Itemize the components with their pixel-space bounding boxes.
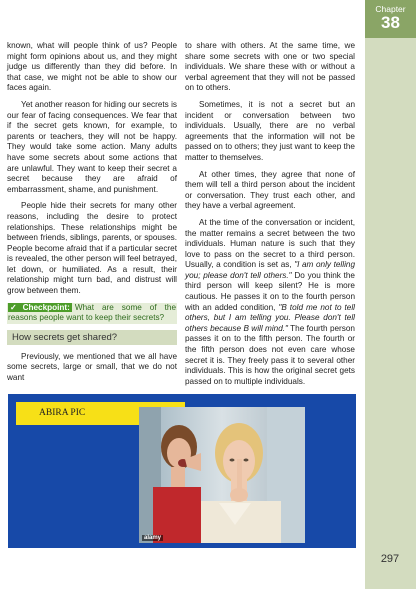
picture-panel — [8, 394, 356, 548]
section-heading: How secrets get shared? — [7, 330, 177, 345]
chapter-tab — [365, 0, 416, 38]
picture-label: ABIRA PIC — [16, 402, 185, 425]
right-paragraph-1: to share with others. At the same time, we share some secrets with one or two special individuals. We share these with or without a verbal agreement that they will not be passed on to others. — [185, 41, 355, 93]
left-paragraph-1: known, what will people think of us? People might form opinions about us, and they might judge us differently than they did before. In that case, we might not be able to show our faces again. — [7, 41, 177, 93]
left-paragraph-2: Yet another reason for hiding our secrets is our fear of facing consequences. We fear that if the secret gets known, for example, to parents or teachers, they will not be happy. They would take some action. Many adults have some secrets about some actions that are unlawful. They want to keep their secret a secret because they are afraid of embarrassment, shame, and punishment. — [7, 99, 177, 194]
quote-one: "I am only telling you; please don't tell others." — [185, 260, 355, 280]
checkpoint-box — [7, 303, 177, 324]
right-paragraph-3: At other times, they agree that none of them will tell a third person about the incident or conversation. They trust each other, and they have a verbal agreement. — [185, 169, 355, 211]
page-number: 297 — [380, 553, 400, 565]
left-column — [7, 41, 177, 390]
right-paragraph-4-part-a: At the time of the conversation or incident, the matter remains a secret between the two individuals. Human nature is such that they love to pass on the secret to a third person. Usually, a condition is set as, — [185, 217, 355, 270]
stock-photo — [139, 407, 305, 543]
quote-two: "B told me not to tell others, but I am telling you. Please don't tell others because B will mind." — [185, 302, 355, 333]
checkpoint-label: ✓Checkpoint: — [10, 302, 70, 312]
photo-illustration — [139, 407, 305, 543]
photo-watermark: alamy — [144, 535, 162, 541]
right-paragraph-4-part-c: The fourth person passes it on to the fifth person. The fourth or the fifth person does not even care whose secret it is. They freely pass it to several other individuals. This is how the original secret gets passed on to multiple individuals. — [185, 323, 355, 386]
left-paragraph-4: Previously, we mentioned that we all have some secrets, large or small, that we do not want — [7, 351, 177, 383]
right-paragraph-4-part-b: Do you think the third person will keep silent? He is more cautious. He passes it on to the fourth person with an added condition, — [185, 270, 355, 312]
right-paragraph-4 — [185, 218, 355, 388]
page-sidebar — [365, 0, 416, 589]
left-paragraph-3: People hide their secrets for many other reasons, including the desire to protect relationships. These relationships might be between friends, siblings, parents, or spouses. People become afraid that if a particular secret is revealed, the other person will feel betrayed, let down, or humiliated. As a result, their relationship might turn bad, and distrust will grow between them. — [7, 201, 177, 296]
right-paragraph-2: Sometimes, it is not a secret but an incident or conversation between two individuals. Usually, there are no verbal agreements that the information will not be passed on to others; they just want to keep the matter to themselves. — [185, 99, 355, 162]
chapter-label: Chapter — [375, 4, 406, 14]
chapter-number: 38 — [381, 13, 400, 32]
checkpoint-question: What are some of the reasons people want to keep their secrets? — [8, 302, 177, 323]
right-column — [185, 41, 355, 393]
